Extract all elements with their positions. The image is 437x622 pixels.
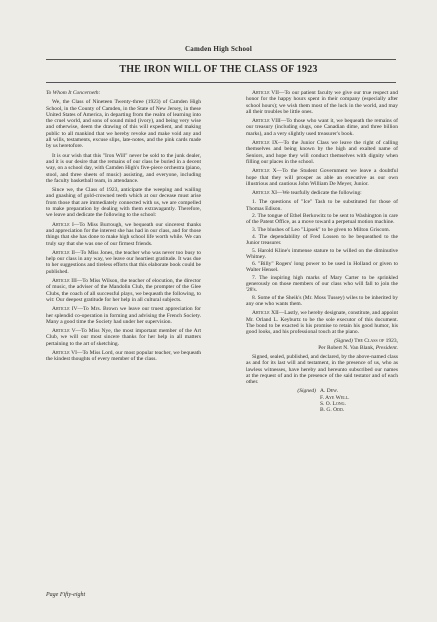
article-text: —To Miss Wilson, the teacher of elocution, the director of music, the adviser of the Mandolin Club, the prompter of the Glee Clubs, the coach of all successful plays, we bequeath the following, to wit: Our deepest gratitude for her help in all cultural subjects. — [46, 278, 201, 303]
article — [46, 278, 201, 303]
left-column — [46, 90, 201, 366]
article-text: —We tearfully dedicate the following: — [276, 190, 362, 197]
article-text: —To the Junior Class we leave the right of calling themselves and being known by the high and exalted name of Seniors, and hope they will conduct themselves with dignity when filling our places in the school. — [246, 140, 398, 165]
salutation: To Whom It Concerneth: — [46, 90, 101, 96]
witness-signatures — [246, 388, 398, 413]
dedication-item: 4. The dependability of Fred Lossen to be bequeathed to the Junior treasurer. — [246, 233, 398, 247]
article — [246, 190, 398, 196]
article-label: Article IV — [52, 306, 78, 313]
signer-per: Per Robert N. Van Blank, — [318, 344, 375, 351]
top-rule — [46, 59, 396, 60]
article — [46, 222, 201, 247]
article — [46, 306, 201, 325]
class-signature — [246, 338, 398, 351]
page-title: THE IRON WILL OF THE CLASS OF 1923 — [119, 64, 318, 75]
dedication-item: 7. The inspiring high marks of Mary Carter to be sprinkled generously on those members of our class who will fall to join the '28's. — [246, 274, 398, 294]
intro-paragraph: It is our wish that this "Iron Will" never be sold to the junk dealer, and it is our desire that the remains of our class be buried in a decent way, on a school day, with Camden High's five-piece orchestra (piano, stool, and three sheets of music) assisting, and everyone, including the faculty basketball team, in attendance. — [46, 152, 201, 184]
right-column — [246, 90, 398, 414]
article-label: Article VII — [252, 90, 279, 96]
witness-name: S. O. Long. — [320, 401, 346, 408]
article-text: —To Miss Burrough, we bequeath our sincerest thanks and appreciation for the interest she has had in our class, and for those things that she has done to make high school life worth while. We can truly say that she was one of our firmest friends. — [46, 221, 201, 247]
dedication-item: 8. Some of the Sheik's (Mr. Moss Tussey) wiles to be inherited by any one who wants them. — [246, 294, 398, 307]
bottom-rule — [46, 82, 396, 83]
article-label: Article XII — [252, 310, 279, 317]
witnesses-label: (Signed) — [297, 388, 316, 395]
article-text: —To Miss Nye, the most important member of the Art Club, we will our most sincere thanks for her help in all matters pertaining to the art of sketching. — [46, 328, 201, 347]
intro-paragraph: We, the Class of Nineteen Twenty-three (1923) of Camden High School, in the County of Camden, in the State of New Jersey, in these United States of America, in departing from the realm of learning into the cruel world, and sons of sound mind (ivory), and being very wise and otherwise, deem the drawing of this will expedient, and making public to all mankind that we hereby revoke and make void any and all wills, testaments, excuse slips, late-notes, and the pink cards made by us heretofore. — [46, 99, 201, 150]
page-number: Page Fifty-eight — [46, 592, 86, 598]
article-text: —To those who want it, we bequeath the remains of our treasury (including slugs, one Canadian dime, and three billion marks), and a very slightly used treasurer's book. — [246, 118, 398, 137]
dedication-item: 3. The blushes of Leo "Lipsek" to be given to Milton Griscom. — [252, 226, 391, 233]
article — [246, 90, 398, 115]
article-text: —To Miss Jones, the teacher who was never too busy to help our class in any way, we leave our heartiest gratitude. It was due to her suggestions and tireless efforts that this elaborate book could be published. — [46, 249, 201, 275]
intro-paragraph: Since we, the Class of 1923, anticipate the weeping and wailing and gnashing of gold-crowned teeth which at our decease must arise from those that are immediately connected with us, we are compelled to make preparation by dealing with them extravagantly. Therefore, we leave and dedicate the following to the school: — [46, 187, 201, 219]
witness-name: A. Dew. — [320, 388, 339, 395]
signer-name: The Class of 1923, — [354, 338, 398, 345]
article — [246, 118, 398, 137]
article — [46, 328, 201, 347]
dedication-item: 5. Harold Kline's immense stature to be willed on the diminutive Whitney. — [246, 247, 398, 260]
article-label: Article X — [252, 168, 277, 175]
article-text: —To the Student Government we leave a doubtful hope that they will prosper as able an executive as our own illustrious and cautious John William De Meyer, Junior. — [246, 168, 398, 187]
signer-role: President. — [375, 344, 398, 351]
article-label: Article V — [52, 328, 76, 335]
dedication-item: 2. The tongue of Ethel Berkowitz to be sent to Washington in care of the Patent Office, as a move toward a perpetual motion machine. — [246, 213, 398, 226]
signed-prefix: (Signed) — [334, 338, 353, 345]
article-label: Article VIII — [252, 118, 281, 125]
article-label: Article II — [52, 249, 75, 256]
article-label: Article XI — [252, 190, 277, 197]
article-text: —To our patient faculty we give our true respect and honor for the happy hours spent in their company (especially after school hours); we wish them most of the luck in the world, and may all their troubles be little ones. — [246, 90, 399, 115]
article-label: Article I — [52, 221, 74, 228]
article-label: Article VI — [52, 349, 77, 356]
article — [246, 310, 398, 335]
article-text: —Lastly, we hereby designate, constitute, and appoint Mr. Orland L. Keyburtz to be the sole executor of this document. The bond to be exacted is his promise to retain his good humor, his good looks, and his professional touch at the piano. — [246, 310, 398, 336]
witness-name: B. G. Odd. — [320, 407, 345, 414]
article — [46, 250, 201, 275]
running-head: Camden High School — [185, 45, 252, 53]
article-text: —To Mrs. Brown we leave our truest appreciation for her splendid co-operation in forming and advising the French Society. Many a good time the Society had under her supervision. — [46, 306, 201, 325]
article-text: —To Miss Lord, our most popular teacher, we bequeath the kindest thoughts of every member of the class. — [46, 349, 201, 363]
article — [246, 140, 398, 165]
article-label: Article IX — [252, 140, 278, 147]
dedication-item: 6. "Billy" Rogers' long power to be used in Holland or given to Walter Hensel. — [246, 261, 398, 274]
closing-paragraph: Signed, sealed, published, and declared, by the above-named class as and for its last will and testament, in the presence of us, who as lawless witnesses, have hereby and hereunto subscribed our names at the request of and in the presence of the said testator and of each other. — [246, 353, 399, 386]
article — [246, 168, 398, 187]
article — [46, 350, 201, 363]
witness-name: F. Aye Well. — [320, 394, 350, 401]
dedication-item: 1. The questions of "Ice" Tash to be substituted for those of Thomas Edison. — [246, 199, 398, 212]
article-label: Article III — [52, 278, 77, 285]
